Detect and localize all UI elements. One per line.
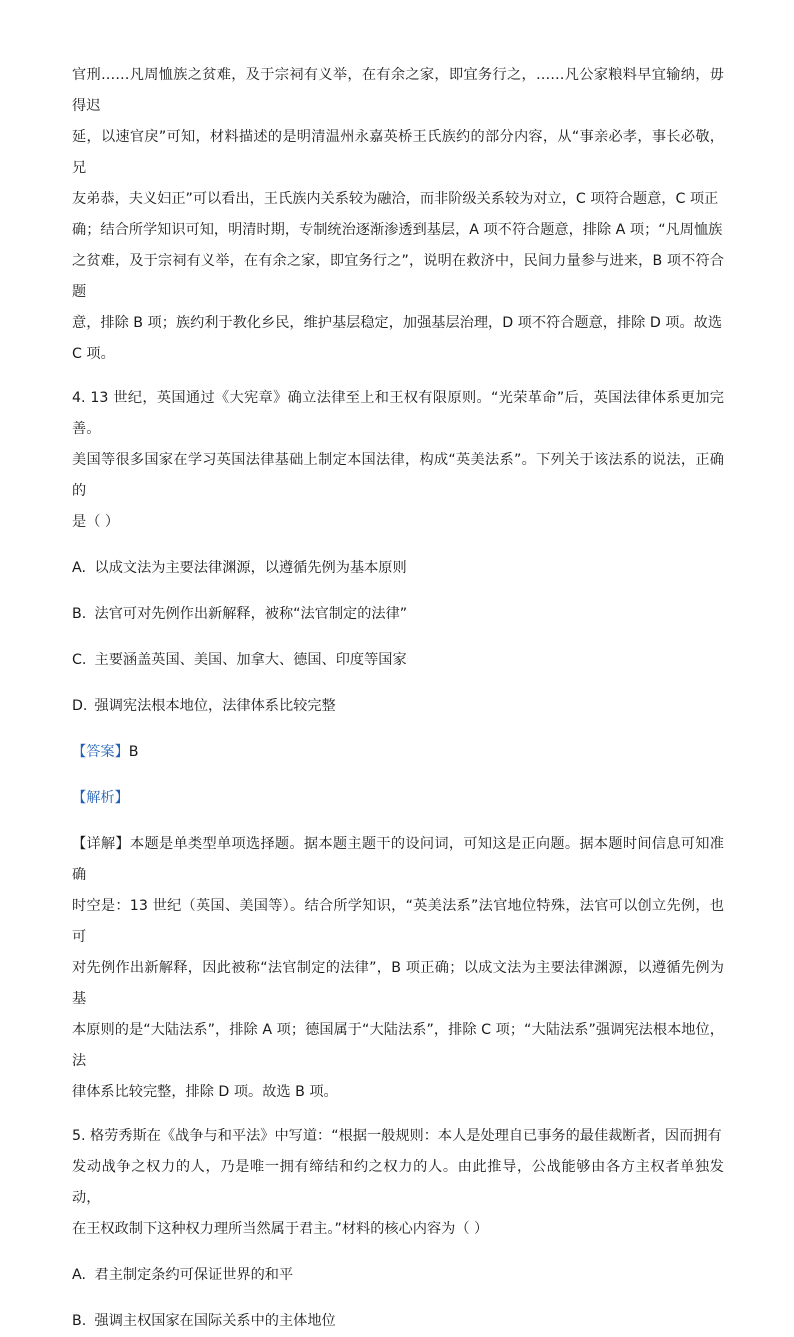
page-content xyxy=(72,60,724,1337)
option-letter: B. xyxy=(72,606,87,622)
option-letter: A. xyxy=(72,1267,86,1283)
option-b xyxy=(72,1306,724,1337)
option-a xyxy=(72,1260,724,1291)
question-4 xyxy=(72,383,724,1108)
detail-line: 时空是：13 世纪（英国、美国等）。结合所学知识，“英美法系”法官地位特殊，法官可以创立先例，也可 xyxy=(72,898,724,945)
option-d xyxy=(72,691,724,722)
option-letter: D. xyxy=(72,698,88,714)
analysis-tag: 【解析】 xyxy=(72,790,129,806)
explanation-line: 之贫难，及于宗祠有义举，在有余之家，即宜务行之”，说明在救济中，民间力量参与进来，B 项不符合题 xyxy=(72,253,724,300)
question-5 xyxy=(72,1121,724,1337)
option-b xyxy=(72,599,724,630)
previous-answer-explanation xyxy=(72,60,724,370)
detail-explanation xyxy=(72,829,724,1108)
question-stem-line: 美国等很多国家在学习英国法律基础上制定本国法律，构成“英美法系”。下列关于该法系的说法，正确的 xyxy=(72,452,724,499)
detail-line xyxy=(72,829,724,891)
answer-value: B xyxy=(128,744,139,760)
question-stem-line: 5. 格劳秀斯在《战争与和平法》中写道：“根据一般规则：本人是处理自已事务的最佳裁断者，因而拥有 xyxy=(72,1128,722,1144)
option-text: 以成文法为主要法律渊源，以遵循先例为基本原则 xyxy=(94,560,407,576)
explanation-line: C 项。 xyxy=(72,346,115,362)
explanation-line: 意，排除 B 项；族约利于教化乡民，维护基层稳定，加强基层治理，D 项不符合题意，排除 D 项。故选 xyxy=(72,315,723,331)
explanation-line: 官刑……凡周恤族之贫难，及于宗祠有义举，在有余之家，即宜务行之，……凡公家粮料早宜输纳，毋得迟 xyxy=(72,67,724,114)
option-text: 君主制定条约可保证世界的和平 xyxy=(94,1267,294,1283)
option-letter: C. xyxy=(72,652,87,668)
detail-line: 律体系比较完整，排除 D 项。故选 B 项。 xyxy=(72,1084,338,1100)
option-text: 法官可对先例作出新解释，被称“法官制定的法律” xyxy=(94,606,408,622)
analysis-line xyxy=(72,783,724,814)
question-stem-line: 4. 13 世纪，英国通过《大宪章》确立法律至上和王权有限原则。“光荣革命”后，英国法律体系更加完善。 xyxy=(72,390,724,437)
answer-line xyxy=(72,737,724,768)
explanation-line: 延，以速官戾”可知，材料描述的是明清温州永嘉英桥王氏族约的部分内容，从“事亲必孝，事长必敬，兄 xyxy=(72,129,724,176)
explanation-line: 友弟恭，夫义妇正”可以看出，王氏族内关系较为融洽，而非阶级关系较为对立，C 项符合题意，C 项正 xyxy=(72,191,719,207)
option-a xyxy=(72,553,724,584)
answer-tag: 【答案】 xyxy=(72,744,129,760)
option-text: 强调宪法根本地位，法律体系比较完整 xyxy=(94,698,336,714)
explanation-line: 确；结合所学知识可知，明清时期，专制统治逐渐渗透到基层，A 项不符合题意，排除 A 项；“凡周恤族 xyxy=(72,222,723,238)
question-stem-line: 发动战争之权力的人，乃是唯一拥有缔结和约之权力的人。由此推导，公战能够由各方主权者单独发动， xyxy=(72,1159,724,1206)
detail-line: 对先例作出新解释，因此被称“法官制定的法律”，B 项正确；以成文法为主要法律渊源，以遵循先例为基 xyxy=(72,960,724,1007)
question-stem-line: 是（ ） xyxy=(72,514,120,530)
detail-line: 本原则的是“大陆法系”，排除 A 项；德国属于“大陆法系”，排除 C 项；“大陆法系”强调宪法根本地位，法 xyxy=(72,1022,724,1069)
option-text: 主要涵盖英国、美国、加拿大、德国、印度等国家 xyxy=(94,652,407,668)
option-c xyxy=(72,645,724,676)
option-text: 强调主权国家在国际关系中的主体地位 xyxy=(94,1313,336,1329)
option-letter: A. xyxy=(72,560,86,576)
option-letter: B. xyxy=(72,1313,87,1329)
detail-tag: 【详解】 xyxy=(72,836,130,852)
question-stem-line: 在王权政制下这种权力理所当然属于君主。”材料的核心内容为（ ） xyxy=(72,1221,489,1237)
detail-text: 本题是单类型单项选择题。据本题主题干的设问词，可知这是正向题。据本题时间信息可知准确 xyxy=(72,836,724,883)
